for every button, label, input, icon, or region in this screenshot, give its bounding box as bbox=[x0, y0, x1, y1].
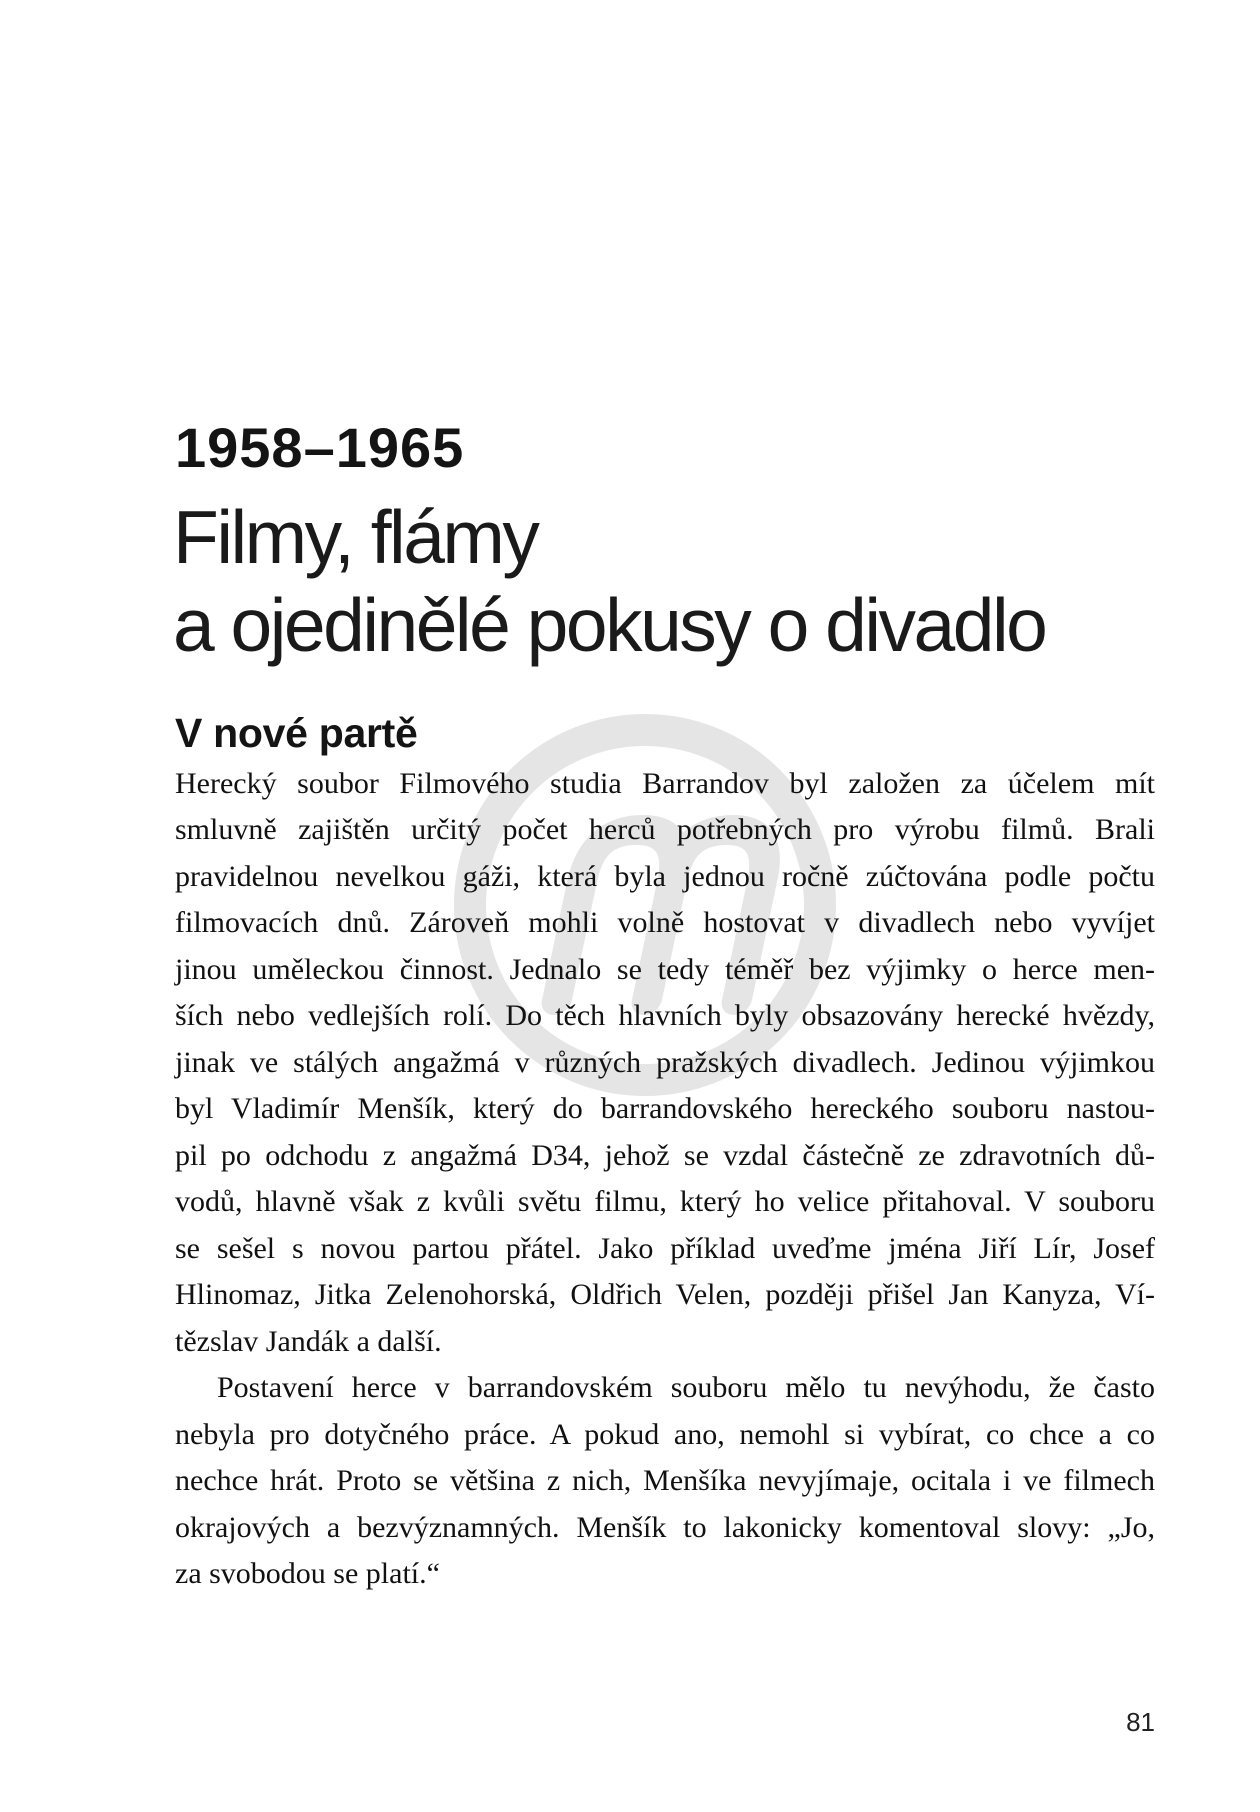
body-line: za svobodou se platí.“ bbox=[175, 1556, 440, 1590]
chapter-title-line: a ojedinělé pokusy o divadlo bbox=[173, 583, 1046, 667]
body-line: Postavení herce v barrandovském souboru mělo tu nevýhodu, že často bbox=[217, 1371, 1155, 1405]
body-line: jinak ve stálých angažmá v různých pražských divadlech. Jedinou výjimkou bbox=[175, 1045, 1155, 1079]
paragraph-1 bbox=[175, 761, 1155, 1365]
body-line: tězslav Jandák a další. bbox=[175, 1324, 442, 1358]
chapter-title-line: Filmy, flámy bbox=[173, 495, 538, 579]
body-line: filmovacích dnů. Zároveň mohli volně hostovat v divadlech nebo vyvíjet bbox=[175, 906, 1155, 940]
body-line: ších nebo vedlejších rolí. Do těch hlavních byly obsazovány herecké hvězdy, bbox=[175, 999, 1155, 1033]
body-line: Hlinomaz, Jitka Zelenohorská, Oldřich Velen, později přišel Jan Kanyza, Ví- bbox=[175, 1278, 1155, 1312]
chapter-years: 1958–1965 bbox=[175, 416, 465, 479]
chapter-title bbox=[173, 493, 1045, 669]
section-heading: V nové partě bbox=[175, 710, 418, 756]
paragraph-2 bbox=[175, 1365, 1155, 1597]
body-line: jinou uměleckou činnost. Jednalo se tedy téměř bez výjimky o herce men- bbox=[175, 952, 1155, 986]
body-text bbox=[175, 761, 1155, 1597]
body-line: byl Vladimír Menšík, který do barrandovského hereckého souboru nastou- bbox=[175, 1092, 1155, 1126]
body-line: nebyla pro dotyčného práce. A pokud ano, nemohl si vybírat, co chce a co bbox=[175, 1417, 1155, 1451]
body-line: pravidelnou nevelkou gáži, která byla jednou ročně zúčtována podle počtu bbox=[175, 859, 1155, 893]
body-line: Herecký soubor Filmového studia Barrandov byl založen za účelem mít bbox=[175, 767, 1155, 800]
body-line: pil po odchodu z angažmá D34, jehož se vzdal částečně ze zdravotních dů- bbox=[175, 1138, 1155, 1172]
body-line: vodů, hlavně však z kvůli světu filmu, který ho velice přitahoval. V souboru bbox=[175, 1185, 1155, 1219]
body-line: smluvně zajištěn určitý počet herců potřebných pro výrobu filmů. Brali bbox=[175, 813, 1155, 847]
body-line: se sešel s novou partou přátel. Jako příklad uveďme jména Jiří Lír, Josef bbox=[175, 1231, 1155, 1265]
page-number: 81 bbox=[1126, 1707, 1155, 1737]
body-line: okrajových a bezvýznamných. Menšík to lakonicky komentoval slovy: „Jo, bbox=[175, 1510, 1155, 1544]
body-line: nechce hrát. Proto se většina z nich, Menšíka nevyjímaje, ocitala i ve filmech bbox=[175, 1464, 1155, 1498]
